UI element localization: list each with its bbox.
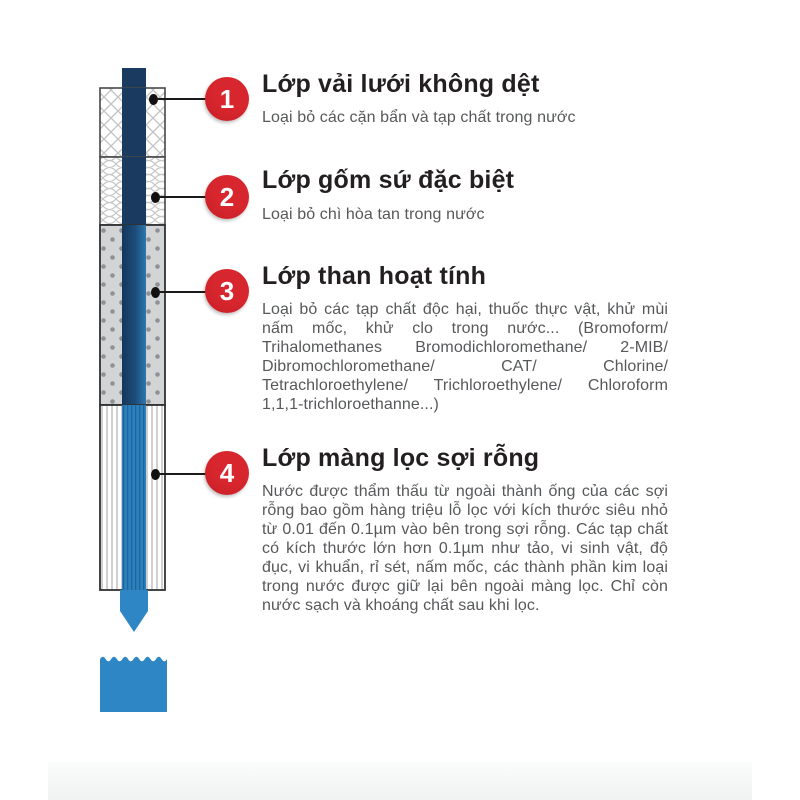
step-number-4: 4 [219,457,235,488]
callout-line-2 [158,196,206,198]
step-number-3: 3 [219,275,235,306]
layer-ceramic [100,157,165,225]
step-description-1: Loại bỏ các cặn bẩn và tạp chất trong nước [262,109,576,126]
step-description-4: Nước được thẩm thấu từ ngoài thành ống của các sợi rỗng bao gồm hàng triệu lỗ lọc với kích thước siêu nhỏ từ 0.01 đến 0.1µm vào bên trong sợi rỗng. Các tạp chất có kích thước lớn hơn 0.1µm như tảo, vi sinh vật, độ đục, vi khuẩn, rỉ sét, nấm mốc, các thành phần kim loại trong nước được giữ lại bên ngoài màng lọc. Chỉ còn nước sạch và khoáng chất sau khi lọc. [262,483,668,614]
callout-line-3 [158,291,206,293]
step-badge-1 [205,77,249,121]
filtered-water [100,657,167,712]
callout-line-1 [156,98,206,100]
layer-activated-carbon [100,225,165,405]
step-badge-4 [205,451,249,495]
filter-outlet-tip [120,590,148,632]
step-description-2: Loại bỏ chì hòa tan trong nước [262,206,485,223]
step-description-3: Loại bỏ các tạp chất độc hại, thuốc thực vật, khử mùi nấm mốc, khử clo trong nước... (Bromoform/ Trihalomethanes Bromodichloromethane/ 2-MIB/ Dibromochloromethane/ CAT/ Chlorine/ Tetrachloroethylene/ Trichloroethylene/ Chloroform 1,1,1-trichloroethanne...) [262,301,668,413]
step-title-3: Lớp than hoạt tính [262,262,487,290]
step-number-1: 1 [219,83,235,114]
step-badge-3 [205,269,249,313]
step-title-1: Lớp vải lưới không dệt [262,70,540,98]
step-number-2: 2 [219,181,235,212]
step-badge-2 [205,175,249,219]
filter-cartridge-graphic [90,55,210,735]
step-title-4: Lớp màng lọc sợi rỗng [262,444,540,472]
layer-hollow-fiber [100,405,165,590]
footer-shadow-bar [48,762,752,800]
step-title-2: Lớp gốm sứ đặc biệt [262,166,515,194]
callout-line-4 [158,473,206,475]
filter-core-top [122,68,146,90]
